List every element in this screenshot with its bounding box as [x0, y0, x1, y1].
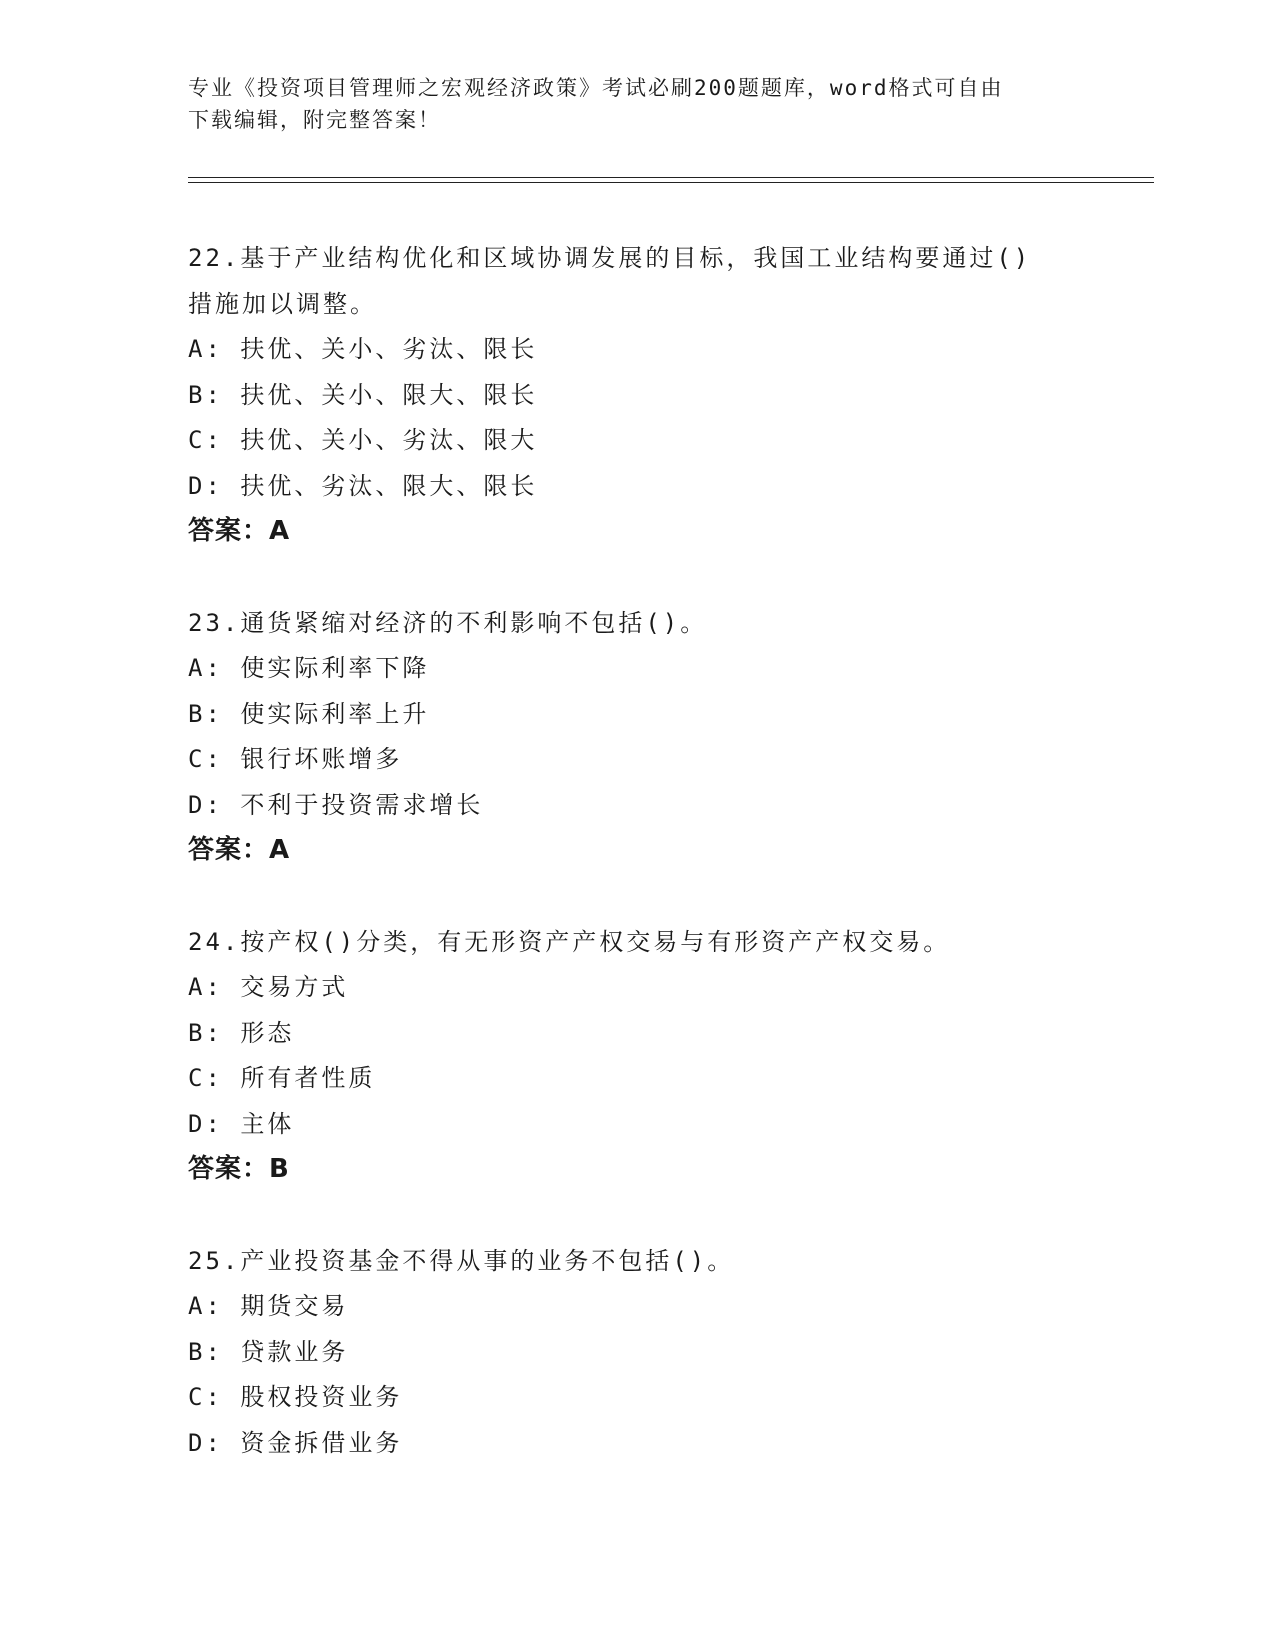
option-letter: A: [188, 973, 223, 1001]
option-letter: B: [188, 1337, 223, 1366]
option-letter: A: [188, 1292, 223, 1320]
option-a [188, 646, 1088, 692]
question-25 [188, 1239, 1088, 1467]
option-text: 扶优、关小、劣汰、限大 [240, 426, 538, 454]
answer-line: 答案：A [188, 516, 291, 546]
question-number: 22. [188, 244, 241, 272]
option-c [188, 737, 1088, 783]
option-letter: B: [188, 1018, 223, 1047]
question-number: 24. [188, 927, 241, 956]
option-text: 期货交易 [240, 1292, 349, 1320]
option-letter: C: [188, 745, 223, 773]
option-text: 不利于投资需求增长 [240, 790, 484, 819]
option-letter: D: [188, 1428, 223, 1457]
header-line-1: 专业《投资项目管理师之宏观经济政策》考试必刷200题题库，word格式可自由 [188, 76, 1004, 100]
question-text [188, 1239, 1088, 1285]
option-b [188, 373, 1088, 419]
question-24 [188, 920, 1088, 1193]
option-b [188, 1011, 1088, 1057]
option-letter: D: [188, 1109, 223, 1138]
option-text: 资金拆借业务 [240, 1428, 403, 1457]
option-c [188, 1056, 1088, 1102]
option-text: 使实际利率下降 [240, 654, 430, 682]
header-divider [188, 177, 1154, 183]
option-d [188, 464, 1088, 510]
answer-line: 答案：B [188, 1154, 290, 1184]
question-text [188, 601, 1088, 647]
option-a [188, 965, 1088, 1011]
option-text: 扶优、关小、限大、限长 [240, 380, 538, 409]
option-text: 所有者性质 [240, 1064, 376, 1092]
answer-line: 答案：A [188, 835, 291, 865]
option-text: 主体 [240, 1109, 295, 1138]
header-line-2: 下载编辑，附完整答案！ [188, 108, 441, 132]
option-text: 使实际利率上升 [240, 699, 430, 728]
option-letter: B: [188, 699, 223, 728]
option-text: 贷款业务 [240, 1337, 349, 1366]
option-letter: D: [188, 471, 223, 500]
option-letter: A: [188, 335, 223, 363]
option-letter: D: [188, 790, 223, 819]
option-text: 扶优、劣汰、限大、限长 [240, 471, 538, 500]
document-header [188, 72, 1088, 136]
option-letter: A: [188, 654, 223, 682]
option-d [188, 783, 1088, 829]
question-stem: 基于产业结构优化和区域协调发展的目标，我国工业结构要通过() [240, 244, 1032, 272]
question-stem: 产业投资基金不得从事的业务不包括()。 [240, 1246, 735, 1275]
question-number: 25. [188, 1246, 241, 1275]
option-d [188, 1102, 1088, 1148]
option-c [188, 1375, 1088, 1421]
option-text: 交易方式 [240, 973, 349, 1001]
question-stem: 按产权()分类，有无形资产产权交易与有形资产产权交易。 [240, 927, 951, 956]
question-number: 23. [188, 608, 241, 637]
option-text: 形态 [240, 1018, 295, 1047]
question-23 [188, 601, 1088, 874]
question-list [188, 236, 1088, 1512]
option-text: 银行坏账增多 [240, 745, 403, 773]
question-22 [188, 236, 1088, 555]
question-text [188, 236, 1088, 282]
option-a [188, 327, 1088, 373]
option-letter: C: [188, 1383, 223, 1411]
question-text [188, 920, 1088, 966]
option-c [188, 418, 1088, 464]
option-b [188, 692, 1088, 738]
question-stem: 通货紧缩对经济的不利影响不包括()。 [240, 608, 708, 637]
option-letter: C: [188, 1064, 223, 1092]
option-d [188, 1421, 1088, 1467]
option-a [188, 1284, 1088, 1330]
option-letter: B: [188, 380, 223, 409]
option-letter: C: [188, 426, 223, 454]
option-b [188, 1330, 1088, 1376]
option-text: 股权投资业务 [240, 1383, 403, 1411]
option-text: 扶优、关小、劣汰、限长 [240, 335, 538, 363]
question-text-continued: 措施加以调整。 [188, 289, 377, 318]
